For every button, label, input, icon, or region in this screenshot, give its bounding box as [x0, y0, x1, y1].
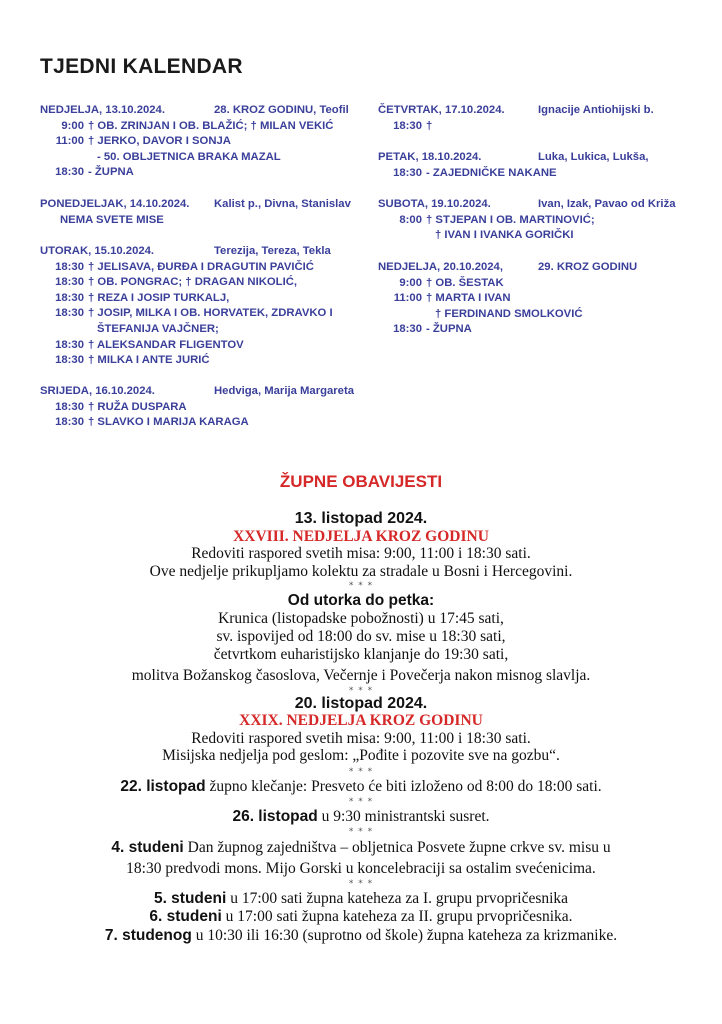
- mass-intention-text: ŠTEFANIJA VAJČNER;: [97, 322, 219, 335]
- mass-intention: [378, 167, 678, 183]
- weekday-line-2: sv. ispovijed od 18:00 do sv. mise u 18:30 sati,: [216, 628, 506, 645]
- mass-intention-text: - 50. OBLJETNICA BRAKA MAZAL: [97, 150, 281, 163]
- weekday-line-1: Krunica (listopadske pobožnosti) u 17:45 sati,: [218, 610, 504, 627]
- day-header: [40, 245, 360, 261]
- mass-intention: [40, 292, 360, 308]
- weekday-line-4: molitva Božanskog časoslova, Večernje i Povečerja nakon misnog slavlja.: [131, 667, 591, 684]
- weekday-heading: Od utorka do petka:: [287, 592, 435, 609]
- mass-time: 18:30: [55, 260, 84, 273]
- confirmation-catechesis-date: 7. studenog: [104, 927, 192, 944]
- calendar-day-tue15: [40, 245, 360, 370]
- separator: * * *: [348, 797, 374, 807]
- mass-intention-text: †: [426, 119, 433, 132]
- mass-intention-text: † STJEPAN I OB. MARTINOVIĆ;: [426, 213, 595, 226]
- day-saints: 28. KROZ GODINU, Teofil: [214, 104, 349, 116]
- mass-time: 9:00: [61, 119, 84, 132]
- day-date: SRIJEDA, 16.10.2024.: [40, 385, 155, 397]
- sunday-20-name: XXIX. NEDJELJA KROZ GODINU: [239, 712, 483, 729]
- announcements-title: ŽUPNE OBAVIJESTI: [279, 472, 443, 491]
- calendar-day-sat19: [378, 198, 678, 245]
- kneeling-notice: [0, 778, 722, 796]
- mass-intention: [40, 151, 360, 167]
- mass-intention-text: † JERKO, DAVOR I SONJA: [88, 135, 231, 148]
- sunday-13-name: XXVIII. NEDJELJA KROZ GODINU: [233, 528, 489, 545]
- mass-time: 9:00: [399, 276, 422, 289]
- mass-intention: [378, 120, 678, 136]
- mass-intention-text: - ŽUPNA: [426, 323, 472, 336]
- day-header: [378, 198, 678, 214]
- mass-intention-text: † JELISAVA, ĐURĐA I DRAGUTIN PAVIČIĆ: [88, 260, 314, 273]
- sunday-13-line-2: Ove nedjelje prikupljamo kolektu za stradale u Bosni i Hercegovini.: [149, 563, 573, 580]
- mass-intention: [40, 135, 360, 151]
- mass-intention-text: † OB. ŠESTAK: [426, 276, 504, 289]
- mass-time: 8:00: [399, 213, 422, 226]
- mass-time: 18:30: [393, 119, 422, 132]
- day-saints: 29. KROZ GODINU: [538, 261, 638, 273]
- mass-intention: [40, 416, 360, 432]
- page-title: TJEDNI KALENDAR: [40, 55, 243, 78]
- separator: * * *: [348, 767, 374, 777]
- day-date: PETAK, 18.10.2024.: [378, 151, 482, 163]
- catechesis-1-notice: [0, 890, 722, 908]
- mass-intention: [40, 261, 360, 277]
- mass-intention: [378, 308, 678, 324]
- mass-intention-text: - ŽUPNA: [88, 166, 134, 179]
- mass-time: 11:00: [393, 292, 422, 305]
- mass-intention: [40, 214, 360, 230]
- sunday-20-line-2: Misijska nedjelja pod geslom: „Pođite i pozovite sve na gozbu“.: [162, 747, 560, 764]
- catechesis-2-date: 6. studeni: [149, 908, 222, 925]
- mass-intention: [40, 401, 360, 417]
- mass-intention: [40, 120, 360, 136]
- sunday-13-date: 13. listopad 2024.: [294, 510, 428, 527]
- separator: * * *: [348, 581, 374, 591]
- mass-time: 18:30: [55, 276, 84, 289]
- calendar-day-sun20: [378, 261, 678, 339]
- separator: * * *: [348, 686, 374, 696]
- day-saints: Ignacije Antiohijski b.: [538, 104, 654, 116]
- mass-intention: [378, 277, 678, 293]
- altar-servers-notice: [0, 808, 722, 826]
- mass-intention: [40, 276, 360, 292]
- day-saints: Luka, Lukica, Lukša,: [538, 151, 649, 163]
- separator: * * *: [348, 879, 374, 889]
- mass-intention-text: † OB. ZRINJAN I OB. BLAŽIĆ; † MILAN VEKIĆ: [88, 119, 334, 132]
- calendar-day-wed16: [40, 385, 360, 432]
- mass-intention-text: NEMA SVETE MISE: [60, 213, 164, 226]
- calendar-day-thu17: [378, 104, 678, 135]
- mass-time: 18:30: [55, 291, 84, 304]
- separator: * * *: [348, 827, 374, 837]
- sunday-13-line-1: Redoviti raspored svetih misa: 9:00, 11:00 i 18:30 sati.: [191, 545, 531, 562]
- day-saints: Kalist p., Divna, Stanislav: [214, 198, 351, 210]
- day-header: [378, 151, 678, 167]
- parish-day-date: 4. studeni: [111, 839, 184, 856]
- day-date: ČETVRTAK, 17.10.2024.: [378, 104, 505, 116]
- mass-intention: [378, 292, 678, 308]
- mass-intention: [378, 214, 678, 230]
- parish-day-notice: [0, 839, 722, 857]
- catechesis-1-date: 5. studeni: [153, 890, 227, 907]
- mass-intention-text: † IVAN I IVANKA GORIČKI: [435, 229, 574, 242]
- day-date: NEDJELJA, 13.10.2024.: [40, 104, 165, 116]
- day-date: SUBOTA, 19.10.2024.: [378, 198, 491, 210]
- mass-intention-text: - ZAJEDNIČKE NAKANE: [426, 166, 557, 179]
- calendar-day-sun13: [40, 104, 360, 182]
- mass-time: 11:00: [55, 135, 84, 148]
- day-saints: Terezija, Tereza, Tekla: [214, 245, 331, 257]
- mass-time: 18:30: [393, 323, 422, 336]
- mass-intention-text: † RUŽA DUSPARA: [88, 400, 187, 413]
- day-date: PONEDJELJAK, 14.10.2024.: [40, 198, 190, 210]
- day-header: [40, 104, 360, 120]
- mass-intention-text: † REZA I JOSIP TURKALJ,: [88, 291, 230, 304]
- parish-day-text: Dan župnog zajedništva – obljetnica Posvete župne crkve sv. misu u: [183, 839, 611, 856]
- mass-intention-text: † OB. PONGRAC; † DRAGAN NIKOLIĆ,: [88, 276, 298, 289]
- mass-intention: [40, 307, 360, 323]
- catechesis-2-notice: [0, 908, 722, 926]
- sunday-20-line-1: Redoviti raspored svetih misa: 9:00, 11:00 i 18:30 sati.: [191, 730, 531, 747]
- mass-intention-text: † JOSIP, MILKA I OB. HORVATEK, ZDRAVKO I: [88, 307, 333, 320]
- kneeling-text: župno klečanje: Presveto će biti izloženo od 8:00 do 18:00 sati.: [205, 778, 602, 795]
- mass-intention-text: † ALEKSANDAR FLIGENTOV: [88, 338, 244, 351]
- catechesis-2-text: u 17:00 sati župna kateheza za II. grupu prvopričesnika.: [221, 908, 573, 925]
- calendar-day-mon14: [40, 198, 360, 229]
- mass-time: 18:30: [55, 354, 84, 367]
- mass-time: 18:30: [55, 416, 84, 429]
- kneeling-date: 22. listopad: [120, 778, 206, 795]
- mass-intention-text: † SLAVKO I MARIJA KARAGA: [88, 416, 249, 429]
- day-header: [378, 104, 678, 120]
- parish-day-line-2: 18:30 predvodi mons. Mijo Gorski u koncelebraciji sa ostalim svećenicima.: [126, 860, 596, 877]
- mass-intention-text: † FERDINAND SMOLKOVIĆ: [435, 307, 583, 320]
- mass-intention: [40, 339, 360, 355]
- altar-servers-date: 26. listopad: [232, 808, 318, 825]
- day-date: UTORAK, 15.10.2024.: [40, 245, 155, 257]
- confirmation-catechesis-notice: [0, 927, 722, 945]
- altar-servers-text: u 9:30 ministrantski susret.: [317, 808, 490, 825]
- mass-intention: [378, 229, 678, 245]
- mass-intention: [40, 354, 360, 370]
- weekday-line-3: četvrtkom euharistijsko klanjanje do 19:30 sati,: [213, 646, 509, 663]
- mass-time: 18:30: [55, 400, 84, 413]
- day-header: [40, 385, 360, 401]
- mass-intention: [40, 166, 360, 182]
- mass-time: 18:30: [55, 338, 84, 351]
- calendar-day-fri18: [378, 151, 678, 182]
- day-saints: Hedviga, Marija Margareta: [214, 385, 355, 397]
- mass-intention: [40, 323, 360, 339]
- confirmation-catechesis-text: u 10:30 ili 16:30 (suprotno od škole) župna kateheza za krizmanike.: [191, 927, 618, 944]
- mass-time: 18:30: [55, 166, 84, 179]
- day-header: [378, 261, 678, 277]
- mass-intention-text: † MARTA I IVAN: [426, 292, 511, 305]
- mass-intention: [378, 323, 678, 339]
- mass-intention-text: † MILKA I ANTE JURIĆ: [88, 354, 210, 367]
- day-saints: Ivan, Izak, Pavao od Križa: [538, 198, 676, 210]
- day-date: NEDJELJA, 20.10.2024,: [378, 261, 503, 273]
- mass-time: 18:30: [393, 166, 422, 179]
- day-header: [40, 198, 360, 214]
- mass-time: 18:30: [55, 307, 84, 320]
- sunday-20-date: 20. listopad 2024.: [294, 695, 428, 712]
- catechesis-1-text: u 17:00 sati župna kateheza za I. grupu prvopričesnika: [226, 890, 569, 907]
